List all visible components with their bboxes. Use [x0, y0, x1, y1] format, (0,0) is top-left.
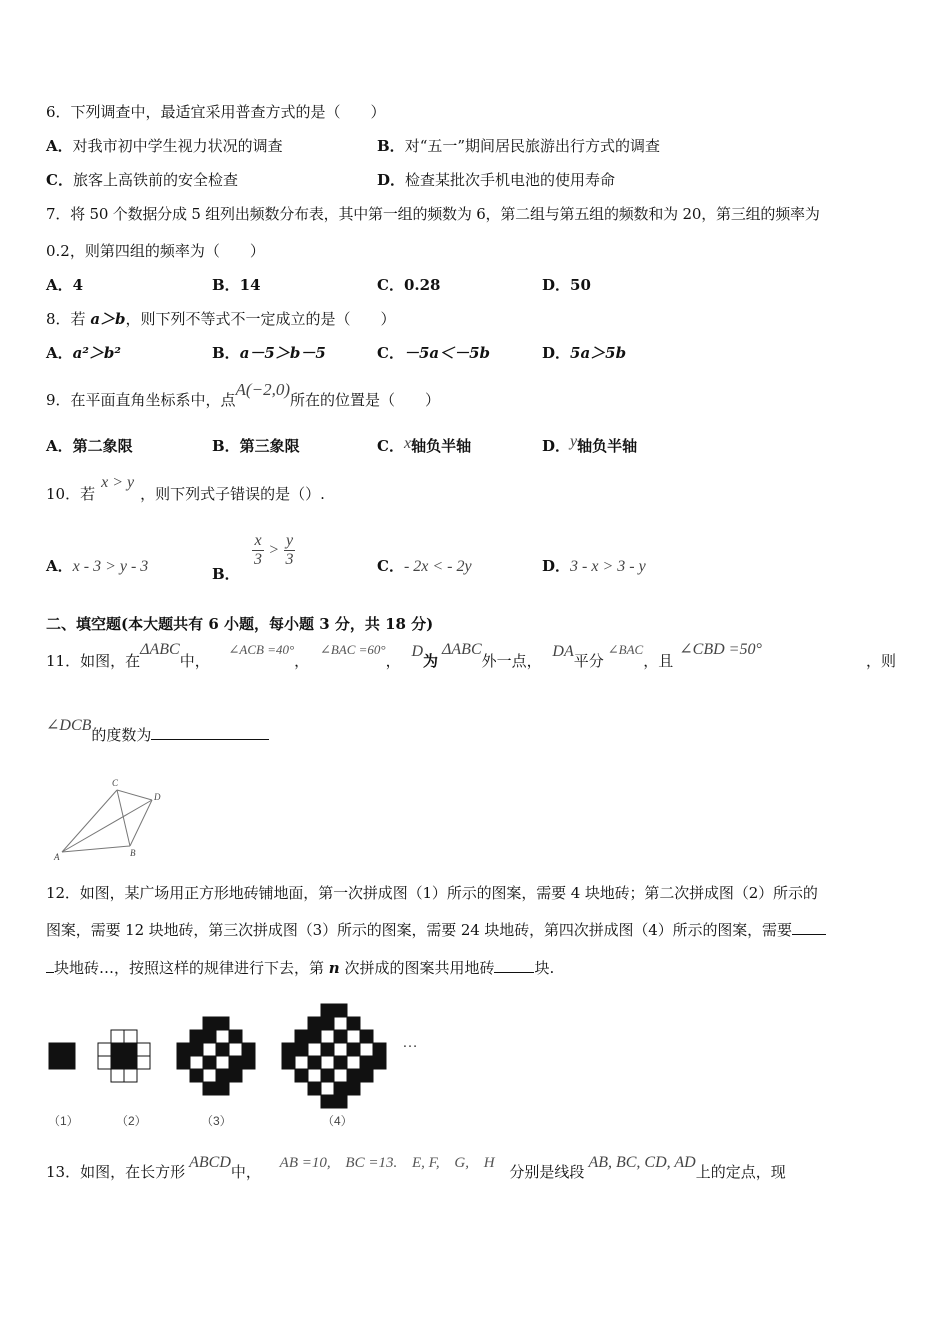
segment-ac — [62, 790, 117, 852]
q8-option-a: A．a²＞b² — [46, 344, 121, 362]
q7-option-b: B．14 — [212, 276, 261, 294]
tile-pattern-3-tile — [190, 1056, 203, 1069]
tile-pattern-4-tile — [308, 1069, 321, 1082]
tile-pattern-4-tile — [308, 1043, 321, 1056]
q9-stem: 9．在平面直角坐标系中，点A(−2,0)所在的位置是（ ） — [46, 380, 440, 409]
q8-stem: 8．若 a＞b，则下列不等式不一定成立的是（ ） — [46, 310, 396, 328]
q13-stem: 13．如图，在长方形ABCD中， AB =10, BC =13. E, F, G, H 分别是线段AB, BC, CD, AD上的定点，现 — [46, 1154, 786, 1181]
tile-pattern-2-tile — [137, 1043, 150, 1056]
q8-option-d: D．5a＞5b — [542, 344, 627, 362]
tile-pattern-4-tile — [295, 1056, 308, 1069]
q12-stem-line3: 块地砖…，按照这样的规律进行下去，第 n 次拼成的图案共用地砖 块. — [46, 958, 554, 978]
tile-pattern-2-tile — [124, 1069, 137, 1082]
tile-pattern-4-tile — [360, 1056, 373, 1069]
tile-pattern-3-tile — [177, 1043, 190, 1056]
tile-pattern-4-tile — [347, 1069, 360, 1082]
tile-pattern-4-tile — [334, 1056, 347, 1069]
q9-option-c: C．x轴负半轴 — [377, 435, 472, 455]
q10-option-a: A．x - 3 > y - 3 — [46, 557, 149, 575]
tile-pattern-3-tile — [229, 1043, 242, 1056]
q12-figure-label-2: （2） — [116, 1114, 147, 1128]
tile-pattern-4-tile — [295, 1030, 308, 1043]
tile-pattern-4-tile — [321, 1095, 334, 1108]
tile-pattern-4-tile — [321, 1082, 334, 1095]
q11-stem-line2: ∠DCB的度数为 — [46, 725, 269, 746]
tile-pattern-4-tile — [334, 1030, 347, 1043]
tile-pattern-4-tile — [334, 1069, 347, 1082]
point-a-label: A — [54, 852, 60, 862]
tile-pattern-3-tile — [216, 1082, 229, 1095]
tile-pattern-4-tile — [282, 1056, 295, 1069]
tile-pattern-1-tile — [49, 1056, 62, 1069]
q8-option-b: B．a－5＞b－5 — [212, 344, 326, 362]
tile-pattern-3-tile — [216, 1069, 229, 1082]
tile-pattern-2-tile — [124, 1043, 137, 1056]
tile-pattern-4-tile — [347, 1043, 360, 1056]
q12-stem-line2: 图案，需要 12 块地砖，第三次拼成图（3）所示的图案，需要 24 块地砖，第四次拼成图（4）所示的图案，需要 — [46, 920, 826, 940]
segment-ad — [62, 800, 152, 852]
q7-option-c: C．0.28 — [377, 276, 441, 294]
tile-pattern-4-tile — [282, 1043, 295, 1056]
tile-pattern-3-tile — [190, 1043, 203, 1056]
tile-pattern-4-tile — [334, 1082, 347, 1095]
tile-pattern-3-tile — [177, 1056, 190, 1069]
tile-pattern-4-tile — [295, 1043, 308, 1056]
tile-pattern-3-tile — [242, 1043, 255, 1056]
q11-then: ，则 — [866, 652, 897, 670]
point-c-label: C — [112, 778, 119, 788]
tile-pattern-3-tile — [203, 1030, 216, 1043]
tile-pattern-4-tile — [360, 1043, 373, 1056]
q10-stem: 10．若x > y，则下列式子错误的是（）. — [46, 474, 325, 503]
point-d-label: D — [154, 792, 161, 802]
q12-figure-ellipsis: … — [402, 1034, 418, 1051]
tile-pattern-3-tile — [190, 1069, 203, 1082]
tile-pattern-3-tile — [242, 1056, 255, 1069]
tile-pattern-4-tile — [373, 1043, 386, 1056]
tile-pattern-2-tile — [111, 1030, 124, 1043]
tile-pattern-4-tile — [321, 1004, 334, 1017]
q10-option-d: D．3 - x > 3 - y — [542, 557, 646, 575]
q12-figure-label-4: （4） — [322, 1114, 353, 1128]
tile-pattern-4-tile — [321, 1043, 334, 1056]
tile-pattern-4-tile — [360, 1030, 373, 1043]
tile-pattern-3-tile — [203, 1082, 216, 1095]
tile-pattern-4-tile — [373, 1056, 386, 1069]
tile-pattern-3-tile — [216, 1030, 229, 1043]
tile-pattern-2-tile — [98, 1043, 111, 1056]
tile-pattern-3-tile — [203, 1069, 216, 1082]
tile-pattern-3-tile — [216, 1056, 229, 1069]
tile-pattern-1-tile — [62, 1056, 75, 1069]
q10-option-b: B． $\frac{x}{3}$ > $\frac{y}{3}$ — [212, 532, 294, 583]
q11-stem-line1: 11．如图，在ΔABC中， ∠ACB =40°， ∠BAC =60°， D为ΔABC外一点， DA平分∠BAC，且∠CBD =50° — [46, 641, 762, 670]
point-b-label: B — [130, 848, 136, 858]
q12-figure-label-1: （1） — [48, 1114, 79, 1128]
tile-pattern-3-tile — [190, 1030, 203, 1043]
q6-option-c: C．旅客上高铁前的安全检查 — [46, 171, 238, 189]
tile-pattern-4-tile — [347, 1082, 360, 1095]
tile-pattern-4-tile — [308, 1082, 321, 1095]
q9-option-b: B．第三象限 — [212, 437, 300, 455]
tile-pattern-3-tile — [229, 1030, 242, 1043]
tile-pattern-4-tile — [347, 1056, 360, 1069]
q12-stem-line1: 12．如图，某广场用正方形地砖铺地面，第一次拼成图（1）所示的图案，需要 4 块地砖；第二次拼成图（2）所示的 — [46, 884, 818, 902]
q6-option-d: D．检查某批次手机电池的使用寿命 — [377, 171, 616, 189]
q6-stem: 6．下列调查中，最适宜采用普查方式的是（ ） — [46, 103, 386, 121]
segment-ab — [62, 846, 130, 852]
tile-pattern-4-tile — [334, 1004, 347, 1017]
tile-pattern-3-tile — [229, 1056, 242, 1069]
tile-pattern-1-tile — [62, 1043, 75, 1056]
q9-option-d: D．y轴负半轴 — [542, 433, 638, 455]
section2-title: 二、填空题(本大题共有 6 小题，每小题 3 分，共 18 分) — [46, 615, 434, 633]
tile-pattern-2-tile — [111, 1069, 124, 1082]
q10-option-c: C．- 2x < - 2y — [377, 557, 472, 575]
tile-pattern-2-tile — [111, 1056, 124, 1069]
q6-option-a: A．对我市初中学生视力状况的调查 — [46, 137, 283, 155]
q11-triangle-figure — [50, 776, 170, 862]
tile-pattern-4-tile — [334, 1095, 347, 1108]
segment-cd — [117, 790, 152, 800]
segment-cb — [117, 790, 130, 846]
tile-pattern-4-tile — [308, 1017, 321, 1030]
tile-pattern-2-tile — [124, 1030, 137, 1043]
tile-pattern-2-tile — [124, 1056, 137, 1069]
tile-pattern-4-tile — [360, 1069, 373, 1082]
tile-pattern-3-tile — [216, 1017, 229, 1030]
q7-stem-line2: 0.2，则第四组的频率为（ ） — [46, 242, 265, 260]
tile-pattern-4-tile — [321, 1030, 334, 1043]
q9-option-a: A．第二象限 — [46, 437, 133, 455]
q7-option-a: A．4 — [46, 276, 84, 294]
q6-option-b: B．对“五一”期间居民旅游出行方式的调查 — [377, 137, 661, 155]
tile-pattern-4-tile — [295, 1069, 308, 1082]
tile-pattern-2-tile — [111, 1043, 124, 1056]
tile-pattern-4-tile — [321, 1069, 334, 1082]
tile-pattern-4-tile — [308, 1030, 321, 1043]
tile-pattern-3-tile — [229, 1069, 242, 1082]
tile-pattern-3-tile — [203, 1056, 216, 1069]
tile-pattern-4-tile — [334, 1043, 347, 1056]
tile-pattern-1-tile — [49, 1043, 62, 1056]
q12-tile-patterns-figure — [40, 994, 440, 1134]
q8-option-c: C．－5a＜－5b — [377, 344, 491, 362]
q7-stem-line1: 7．将 50 个数据分成 5 组列出频数分布表，其中第一组的频数为 6，第二组与第五组的频数和为 20，第三组的频率为 — [46, 205, 820, 223]
q12-figure-label-3: （3） — [201, 1114, 232, 1128]
tile-pattern-4-tile — [347, 1030, 360, 1043]
tile-pattern-4-tile — [308, 1056, 321, 1069]
tile-pattern-2-tile — [137, 1056, 150, 1069]
tile-pattern-4-tile — [347, 1017, 360, 1030]
q7-option-d: D．50 — [542, 276, 591, 294]
tile-pattern-3-tile — [216, 1043, 229, 1056]
tile-pattern-2-tile — [98, 1056, 111, 1069]
tile-pattern-4-tile — [321, 1017, 334, 1030]
tile-pattern-4-tile — [321, 1056, 334, 1069]
tile-pattern-3-tile — [203, 1017, 216, 1030]
tile-pattern-4-tile — [334, 1017, 347, 1030]
tile-pattern-3-tile — [203, 1043, 216, 1056]
